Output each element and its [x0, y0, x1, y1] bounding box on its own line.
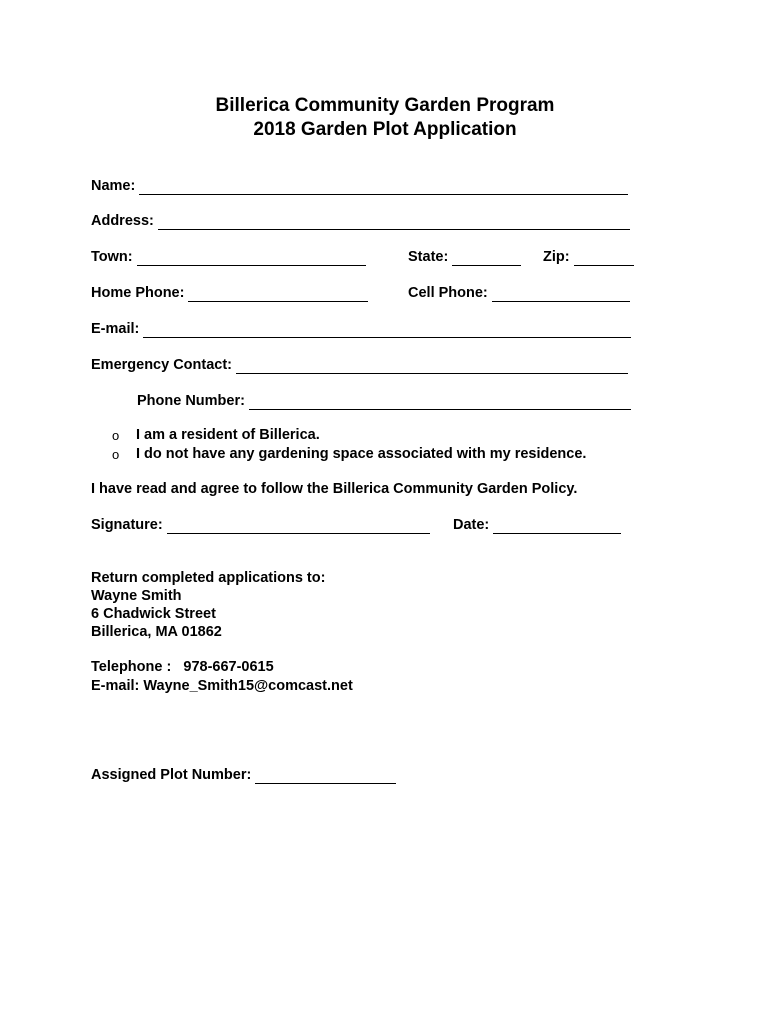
no-garden-statement: I do not have any gardening space associated with my residence.: [136, 446, 587, 462]
address-label: Address:: [91, 213, 154, 229]
town-line[interactable]: [137, 251, 366, 266]
signature-label: Signature:: [91, 517, 163, 533]
assigned-plot-line[interactable]: [255, 769, 396, 784]
name-field[interactable]: [91, 177, 628, 195]
signature-line[interactable]: [167, 519, 430, 534]
zip-line[interactable]: [574, 251, 634, 266]
zip-label: Zip:: [543, 249, 570, 265]
no-garden-checkbox[interactable]: o: [112, 447, 120, 462]
emergency-phone-field[interactable]: [137, 392, 631, 410]
email-line[interactable]: [143, 323, 631, 338]
address-field[interactable]: [91, 212, 630, 230]
state-label: State:: [408, 249, 449, 265]
date-line[interactable]: [493, 519, 621, 534]
resident-checkbox[interactable]: o: [112, 428, 120, 443]
address-line[interactable]: [158, 215, 630, 230]
return-street: 6 Chadwick Street: [91, 606, 216, 622]
cell-phone-line[interactable]: [492, 287, 630, 302]
name-line[interactable]: [139, 180, 628, 195]
resident-statement: I am a resident of Billerica.: [136, 427, 320, 443]
town-field[interactable]: [91, 248, 366, 266]
home-phone-label: Home Phone:: [91, 285, 185, 301]
emergency-contact-line[interactable]: [236, 359, 628, 374]
name-label: Name:: [91, 178, 136, 194]
email-label: E-mail:: [91, 321, 140, 337]
emergency-contact-field[interactable]: [91, 356, 628, 374]
email-field[interactable]: [91, 320, 631, 338]
home-phone-line[interactable]: [188, 287, 368, 302]
date-label: Date:: [453, 517, 490, 533]
form-subtitle: 2018 Garden Plot Application: [253, 119, 517, 140]
state-line[interactable]: [452, 251, 521, 266]
return-name: Wayne Smith: [91, 588, 182, 604]
cell-phone-field[interactable]: [408, 284, 630, 302]
return-city: Billerica, MA 01862: [91, 624, 222, 640]
emergency-phone-label: Phone Number:: [137, 393, 245, 409]
zip-field[interactable]: [543, 248, 634, 266]
cell-phone-label: Cell Phone:: [408, 285, 488, 301]
date-field[interactable]: [453, 516, 621, 534]
state-field[interactable]: [408, 248, 521, 266]
return-email: E-mail: Wayne_Smith15@comcast.net: [91, 678, 353, 694]
return-heading: Return completed applications to:: [91, 570, 326, 586]
emergency-contact-label: Emergency Contact:: [91, 357, 233, 373]
policy-agreement: I have read and agree to follow the Billerica Community Garden Policy.: [91, 481, 578, 497]
assigned-plot-label: Assigned Plot Number:: [91, 767, 252, 783]
town-label: Town:: [91, 249, 133, 265]
home-phone-field[interactable]: [91, 284, 368, 302]
return-telephone: Telephone : 978-667-0615: [91, 659, 274, 675]
signature-field[interactable]: [91, 516, 430, 534]
assigned-plot-field[interactable]: [91, 766, 396, 784]
emergency-phone-line[interactable]: [249, 395, 631, 410]
form-title: Billerica Community Garden Program: [215, 95, 555, 116]
